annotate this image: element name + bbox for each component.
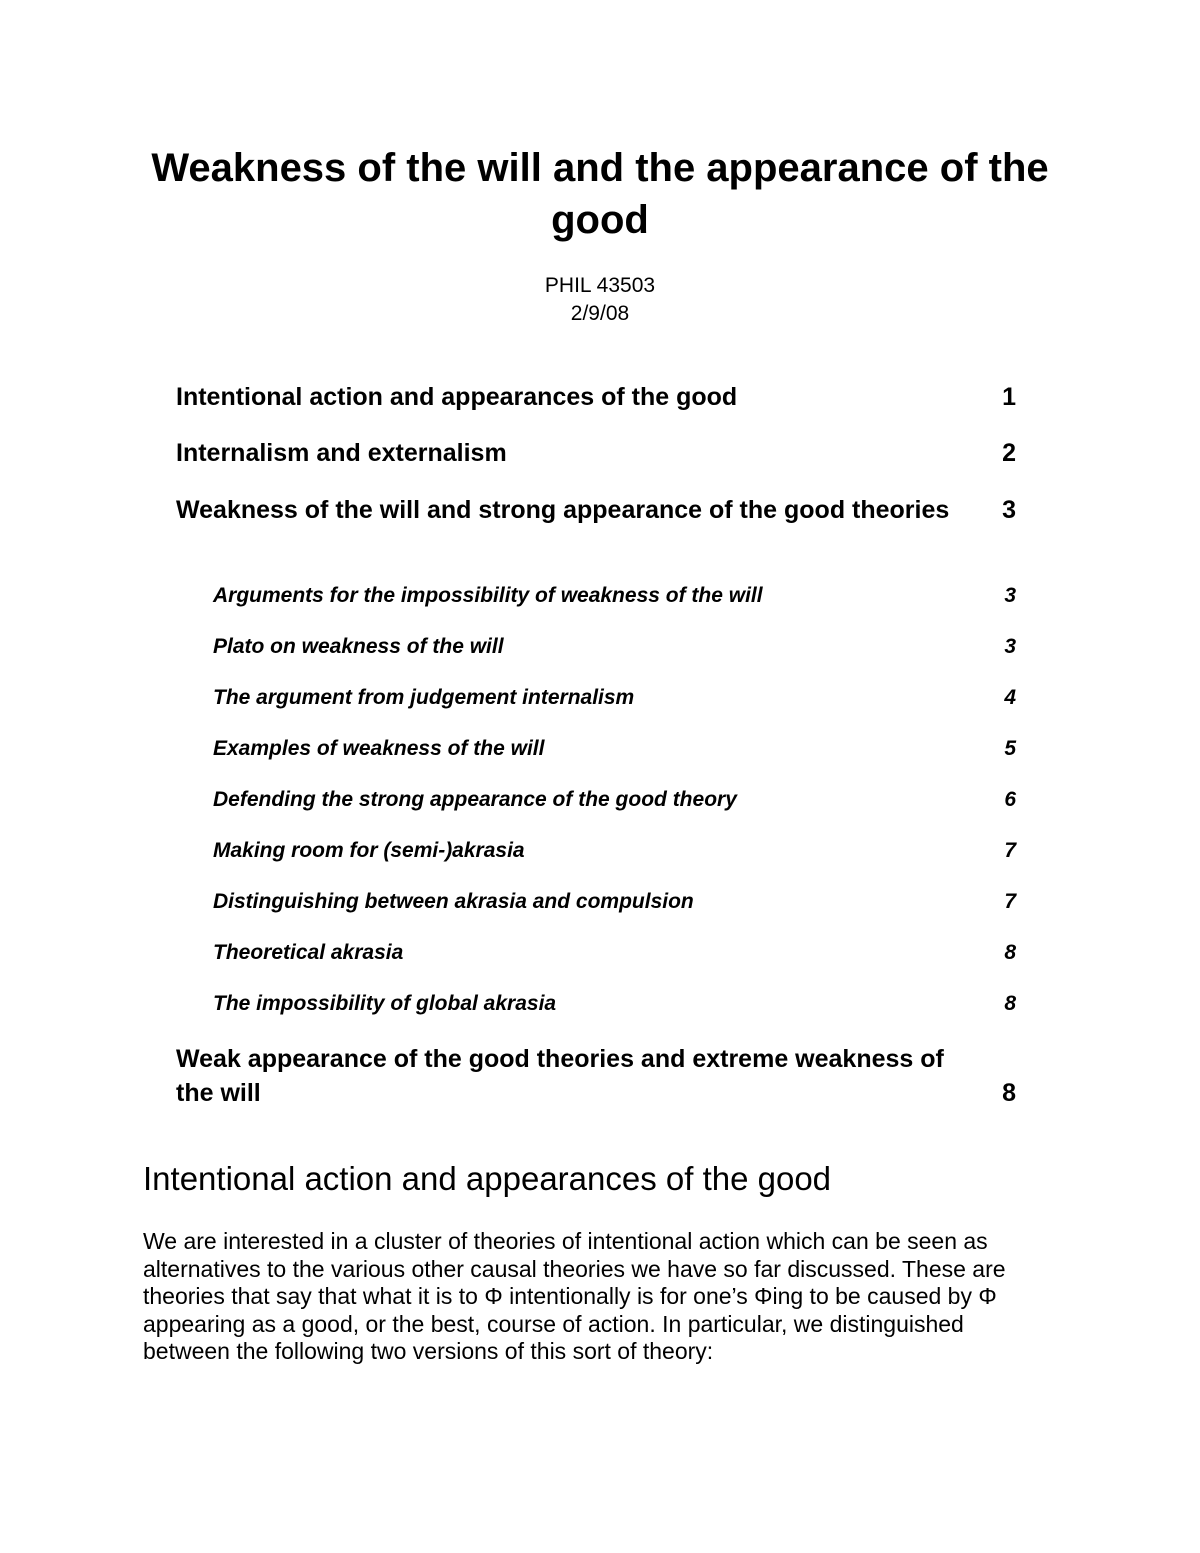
toc-entry[interactable] (176, 1042, 1024, 1110)
body-paragraph: We are interested in a cluster of theories of intentional action which can be seen as alternatives to the various other causal theories we have so far discussed. These are theories that say that what it is to Φ intentionally is for one’s Φing to be caused by Φ appearing as a good, or the best, course of action. In particular, we distinguished between the following two versions of this sort of theory: (143, 1228, 1006, 1364)
toc-entry-page: 6 (1004, 788, 1016, 811)
toc-entry[interactable] (176, 380, 1024, 414)
toc-subentry[interactable] (176, 888, 1024, 916)
toc-entry-title: Defending the strong appearance of the good theory (213, 788, 737, 811)
toc-subentry[interactable] (176, 837, 1024, 865)
toc-entry-page: 8 (1004, 941, 1016, 964)
toc-subentry[interactable] (176, 633, 1024, 661)
toc-entry-page: 5 (1004, 737, 1016, 760)
toc-entry-title: Arguments for the impossibility of weakness of the will (213, 584, 763, 607)
toc-entry-page: 8 (1002, 1079, 1016, 1107)
toc-entry-title: The impossibility of global akrasia (213, 992, 557, 1015)
toc-entry-title: Making room for (semi-)akrasia (213, 839, 525, 862)
toc-subentry[interactable] (176, 735, 1024, 763)
toc-entry-title: Intentional action and appearances of the good (176, 383, 738, 411)
toc-entry-page: 8 (1004, 992, 1016, 1015)
toc-entry-title: Theoretical akrasia (213, 941, 404, 964)
toc-entry-page: 3 (1004, 635, 1016, 658)
toc-entry[interactable] (176, 436, 1024, 470)
toc-entry-title: Examples of weakness of the will (213, 737, 545, 760)
toc-subentry[interactable] (176, 786, 1024, 814)
toc-entry-page: 7 (1004, 890, 1016, 913)
toc-entry-title: Internalism and externalism (176, 439, 507, 467)
toc-entry-page: 1 (1002, 383, 1016, 411)
document-date: 2/9/08 (570, 302, 630, 325)
toc-entry-page: 7 (1004, 839, 1016, 862)
toc-entry-page: 2 (1002, 439, 1016, 467)
toc-entry-title: The argument from judgement internalism (213, 686, 635, 709)
toc-entry-title: Weak appearance of the good theories and extreme weakness of the will (176, 1045, 944, 1107)
course-code: PHIL 43503 (544, 274, 656, 297)
toc-entry-title: Plato on weakness of the will (213, 635, 504, 658)
toc-subentry[interactable] (176, 939, 1024, 967)
toc-entry-title: Weakness of the will and strong appearance of the good theories (176, 496, 950, 524)
toc-subentry[interactable] (176, 582, 1024, 610)
toc-entry-page: 4 (1004, 686, 1016, 709)
toc-entry-title: Distinguishing between akrasia and compulsion (213, 890, 694, 913)
toc-entry[interactable] (176, 493, 1024, 527)
document-title: Weakness of the will and the appearance of the good (151, 146, 1049, 242)
toc-entry-page: 3 (1002, 496, 1016, 524)
toc-entry-page: 3 (1004, 584, 1016, 607)
section-heading: Intentional action and appearances of the good (143, 1160, 832, 1197)
toc-subentry[interactable] (176, 684, 1024, 712)
toc-subentry[interactable] (176, 990, 1024, 1018)
